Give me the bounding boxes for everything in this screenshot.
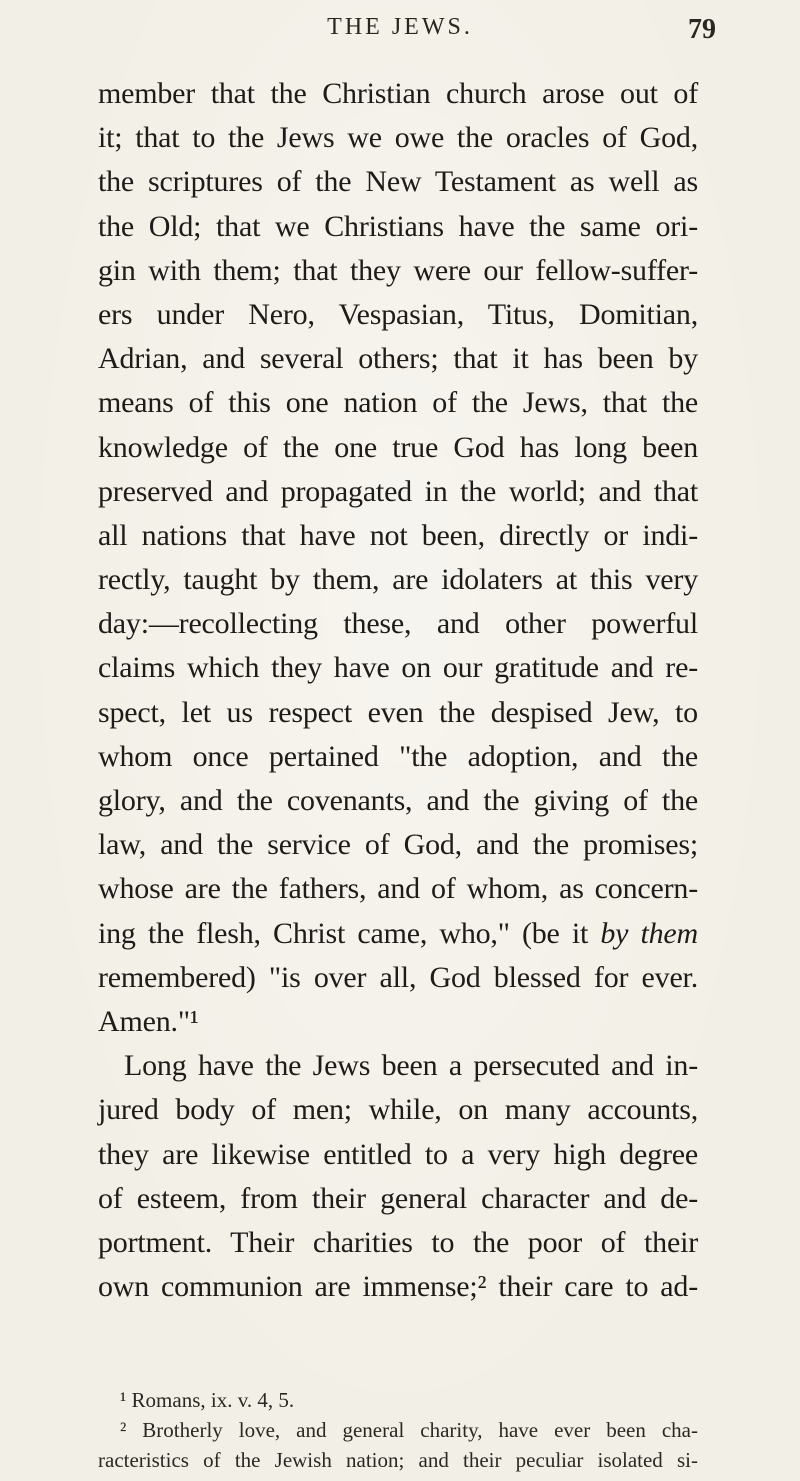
text-line: knowledge of the one true God has long been — [98, 430, 698, 464]
text-line: gin with them; that they were our fellow-suffer- — [98, 253, 698, 287]
text-line: it; that to the Jews we owe the oracles of God, — [98, 121, 698, 155]
text-line: they are likewise entitled to a very high degree — [98, 1137, 698, 1171]
text-line: means of this one nation of the Jews, that the — [98, 386, 698, 420]
text-line: spect, let us respect even the despised Jew, to — [98, 695, 698, 729]
page-number: 79 — [688, 14, 716, 45]
paragraph-end-line: Amen."¹ — [98, 1004, 199, 1038]
footnotes — [98, 1385, 698, 1475]
text-line: day:—recollecting these, and other powerful — [98, 607, 698, 641]
text-line: the scriptures of the New Testament as well as — [98, 165, 698, 199]
footnote-1: ¹ Romans, ix. v. 4, 5. — [120, 1388, 295, 1412]
text-line: whose are the fathers, and of whom, as concern- — [98, 872, 698, 906]
text-line: portment. Their charities to the poor of their — [98, 1225, 698, 1259]
text-line: remembered) "is over all, God blessed for ever. — [98, 960, 698, 994]
text-line: claims which they have on our gratitude and re- — [98, 651, 698, 685]
text-line: Adrian, and several others; that it has been by — [98, 342, 698, 376]
text-line-with-italic — [98, 912, 698, 956]
text-line: own communion are immense;² their care to ad- — [98, 1270, 698, 1304]
text-line: ers under Nero, Vespasian, Titus, Domitian, — [98, 297, 698, 331]
paragraph-start-line: Long have the Jews been a persecuted and in- — [124, 1049, 698, 1083]
text-line: preserved and propagated in the world; and that — [98, 474, 698, 508]
text-line: member that the Christian church arose out of — [98, 77, 698, 110]
text-line: all nations that have not been, directly or indi- — [98, 518, 698, 552]
text-line-start: ing the flesh, Christ came, who," (be it — [98, 916, 601, 950]
text-line: glory, and the covenants, and the giving of the — [98, 784, 698, 817]
running-head — [0, 14, 800, 54]
text-line: jured body of men; while, on many accounts, — [98, 1093, 698, 1127]
footnote-2-continued: racteristics of the Jewish nation; and their peculiar isolated si- — [98, 1448, 698, 1472]
text-line: whom once pertained "the adoption, and the — [98, 739, 698, 773]
text-line: rectly, taught by them, are idolaters at this very — [98, 563, 698, 597]
body-text — [98, 72, 698, 1309]
text-line: law, and the service of God, and the promises; — [98, 828, 698, 862]
text-line: the Old; that we Christians have the same ori- — [98, 209, 698, 243]
running-title: THE JEWS. — [327, 14, 473, 40]
footnote-2: ² Brotherly love, and general charity, have ever been cha- — [120, 1418, 698, 1442]
text-line: of esteem, from their general character and de- — [98, 1181, 698, 1215]
italic-phrase: by them — [600, 916, 698, 950]
